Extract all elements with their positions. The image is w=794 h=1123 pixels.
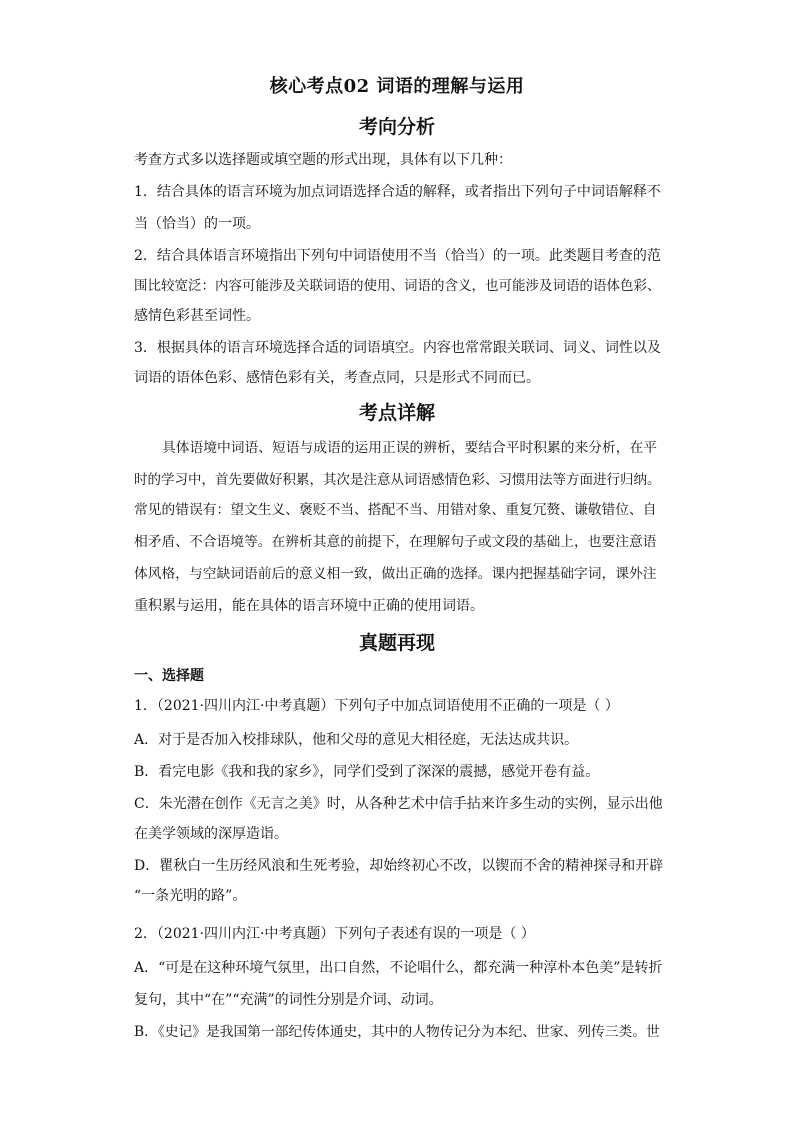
question-1-option-d: D．瞿秋白一生历经风浪和生死考验，却始终初心不改，以锲而不舍的精神探寻和开辟: [134, 858, 664, 874]
paragraph-line: 围比较宽泛：内容可能涉及关联词语的使用、词语的含义，也可能涉及词语的语体色彩、: [134, 278, 661, 294]
paragraph-line: 1．结合具体的语言环境为加点词语选择合适的解释，或者指出下列句子中词语解释不: [134, 184, 661, 200]
page-title: 核心考点02 词语的理解与运用: [269, 76, 525, 97]
question-1-stem: 1．（2021·四川内江·中考真题）下列句子中加点词语使用不正确的一项是（ ）: [134, 698, 619, 714]
paragraph-line: 常见的错误有：望文生义、褒贬不当、搭配不当、用错对象、重复冗赘、谦敬错位、自: [134, 502, 657, 518]
question-1-option-a: A．对于是否加入校排球队，他和父母的意见大相径庭，无法达成共识。: [134, 732, 579, 748]
section-heading-real-exam: 真题再现: [358, 632, 435, 654]
paragraph-line: 具体语境中词语、短语与成语的运用正误的辨析，要结合平时积累的来分析，在平: [162, 440, 658, 456]
question-2-option-b: B．《史记》是我国第一部纪传体通史，其中的人物传记分为本纪、世家、列传三类。世: [134, 1024, 660, 1040]
question-1-option-c-cont: 在美学领域的深厚造诣。: [134, 826, 288, 842]
paragraph-line: 考查方式多以选择题或填空题的形式出现，具体有以下几种：: [134, 152, 512, 168]
question-1-option-d-cont: “一条光明的路”。: [134, 888, 247, 904]
question-2-option-a-cont: 复句，其中“在”“充满”的词性分别是介词、动词。: [134, 992, 443, 1008]
paragraph-line: 重积累与运用，能在具体的语言环境中正确的使用词语。: [134, 598, 484, 614]
paragraph-line: 体风格，与空缺词语前后的意义相一致，做出正确的选择。课内把握基础字词，课外注: [134, 566, 657, 582]
paragraph-line: 3．根据具体的语言环境选择合适的词语填空。内容也常常跟关联词、词义、词性以及: [134, 340, 661, 356]
paragraph-line: 当（恰当）的一项。: [134, 216, 260, 232]
subheading-multiple-choice: 一、选择题: [134, 668, 204, 684]
paragraph-line: 相矛盾、不合语境等。在辨析其意的前提下，在理解句子或文段的基础上，也要注意语: [134, 534, 657, 550]
paragraph-line: 2．结合具体语言环境指出下列句中词语使用不当（恰当）的一项。此类题目考查的范: [134, 248, 661, 264]
section-heading-analysis: 考向分析: [358, 116, 435, 138]
question-1-option-c: C．朱光潜在创作《无言之美》时，从各种艺术中信手拈来许多生动的实例，显示出他: [134, 796, 663, 812]
paragraph-line: 词语的语体色彩、感情色彩有关，考查点同，只是形式不同而已。: [134, 370, 540, 386]
question-1-option-b: B．看完电影《我和我的家乡》，同学们受到了深深的震撼，感觉开卷有益。: [134, 764, 600, 780]
section-heading-details: 考点详解: [358, 402, 435, 424]
paragraph-line: 时的学习中，首先要做好积累，其次是注意从词语感情色彩、习惯用法等方面进行归纳。: [134, 472, 661, 488]
question-2-option-a: A．“可是在这种环境气氛里，出口自然，不论唱什么，都充满一种淳朴本色美”是转折: [134, 960, 663, 976]
question-2-stem: 2．（2021·四川内江·中考真题）下列句子表述有误的一项是（ ）: [134, 926, 535, 942]
paragraph-line: 感情色彩甚至词性。: [134, 308, 260, 324]
